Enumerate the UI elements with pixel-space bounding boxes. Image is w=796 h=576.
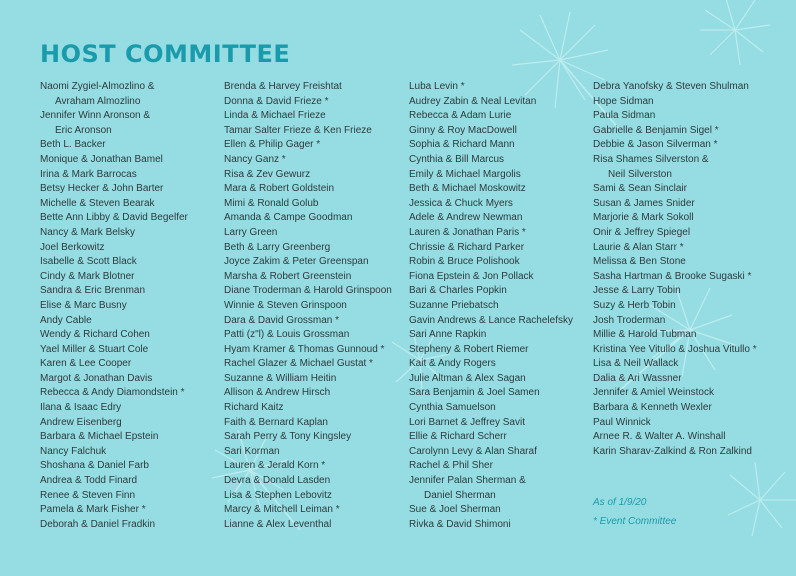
host-name-entry: Linda & Michael Frieze [224,110,326,122]
host-name-entry: Rachel & Phil Sher [409,460,493,472]
host-name-entry: Andrea & Todd Finard [40,475,138,487]
host-name-entry: Bette Ann Libby & David Begelfer [40,212,188,224]
host-name-entry: Kristina Yee Vitullo & Joshua Vitullo * [593,343,757,355]
host-name-entry: Carolynn Levy & Alan Sharaf [409,445,537,457]
host-name-entry: Joel Berkowitz [40,241,105,253]
host-name-entry: Richard Kaitz [224,402,284,414]
host-name-entry: Beth & Michael Moskowitz [409,183,526,195]
host-name-entry: Rebecca & Andy Diamondstein * [40,387,185,399]
host-name-entry: Tamar Salter Frieze & Ken Frieze [224,124,372,136]
host-name-entry: Lisa & Neil Wallack [593,358,679,370]
host-name-entry: Karin Sharav-Zalkind & Ron Zalkind [593,445,752,457]
host-name-entry: Marcy & Mitchell Leiman * [224,504,340,516]
host-name-entry: Kait & Andy Rogers [409,358,496,370]
host-name-entry: Elise & Marc Busny [40,299,127,311]
host-name-entry: Ilana & Isaac Edry [40,402,122,414]
host-name-entry: Arnee R. & Walter A. Winshall [593,431,726,443]
host-name-entry: Monique & Jonathan Bamel [40,153,163,165]
host-name-entry: Irina & Mark Barrocas [40,168,137,180]
host-name-entry: Margot & Jonathan Davis [40,372,153,384]
host-name-entry: Sari Anne Rapkin [409,329,487,341]
host-name-entry: Risa Shames Silverston & [593,153,709,165]
host-name-entry: Mimi & Ronald Golub [224,197,319,209]
host-name-entry: Lauren & Jonathan Paris * [409,226,526,238]
host-name-entry: Lianne & Alex Leventhal [224,518,332,530]
host-name-entry: Karen & Lee Cooper [40,358,132,370]
host-name-entry: Lori Barnet & Jeffrey Savit [409,416,525,428]
host-name-entry: Dalia & Ari Wassner [593,372,682,384]
host-name-entry: Beth L. Backer [40,139,106,151]
host-name-entry: Eric Aronson [55,124,112,136]
host-name-entry: Hyam Kramer & Thomas Gunnoud * [224,343,385,355]
host-name-entry: Nancy & Mark Belsky [40,226,136,238]
host-name-entry: Neil Silverston [608,168,672,180]
event-committee-legend: * Event Committee [593,516,677,527]
host-name-entry: Suzanne Priebatsch [409,299,499,311]
host-name-entry: Sarah Perry & Tony Kingsley [224,431,352,443]
host-name-entry: Wendy & Richard Cohen [40,329,150,341]
host-name-entry: Donna & David Frieze * [224,95,329,107]
host-name-entry: Barbara & Kenneth Wexler [593,402,712,414]
host-name-entry: Devra & Donald Lasden [224,475,331,487]
host-name-entry: Sari Korman [224,445,280,457]
names-column-2 [224,80,406,532]
host-name-entry: Rivka & David Shimoni [409,518,511,530]
host-name-entry: Melissa & Ben Stone [593,256,686,268]
host-name-entry: Deborah & Daniel Fradkin [40,518,156,530]
host-name-entry: Sue & Joel Sherman [409,504,501,516]
page-title: HOST COMMITTEE [40,40,291,68]
host-name-entry: Millie & Harold Tubman [593,329,697,341]
host-name-entry: Diane Troderman & Harold Grinspoon [224,285,392,297]
host-name-entry: Stepheny & Robert Riemer [409,343,529,355]
host-name-entry: Adele & Andrew Newman [409,212,523,224]
host-name-entry: Nancy Ganz * [224,153,286,165]
host-name-entry: Jennifer & Amiel Weinstock [593,387,714,399]
host-name-entry: Cynthia & Bill Marcus [409,153,505,165]
host-name-entry: Isabelle & Scott Black [40,256,137,268]
host-name-entry: Suzy & Herb Tobin [593,299,676,311]
host-name-entry: Fiona Epstein & Jon Pollack [409,270,534,282]
host-name-entry: Nancy Falchuk [40,445,107,457]
host-name-entry: Luba Levin * [409,81,465,92]
host-name-entry: Daniel Sherman [424,489,496,501]
host-name-entry: Sasha Hartman & Brooke Sugaski * [593,270,752,282]
as-of-date: As of 1/9/20 [593,497,647,508]
host-name-entry: Emily & Michael Margolis [409,168,521,180]
names-column-1 [40,80,222,532]
host-name-entry: Suzanne & William Heitin [224,372,337,384]
host-name-entry: Marjorie & Mark Sokoll [593,212,694,224]
host-name-entry: Yael Miller & Stuart Cole [40,343,149,355]
host-name-entry: Naomi Zygiel-Almozlino & [40,81,155,92]
host-name-entry: Jennifer Palan Sherman & [409,475,526,487]
host-name-entry: Gavin Andrews & Lance Rachelefsky [409,314,573,326]
host-name-entry: Paul Winnick [593,416,651,428]
host-name-entry: Lauren & Jerald Korn * [224,460,326,472]
host-name-entry: Renee & Steven Finn [40,489,136,501]
host-name-entry: Chrissie & Richard Parker [409,241,525,253]
host-name-entry: Julie Altman & Alex Sagan [409,372,526,384]
host-name-entry: Gabrielle & Benjamin Sigel * [593,124,719,136]
names-column-4 [593,80,775,459]
host-name-entry: Ginny & Roy MacDowell [409,124,517,136]
host-name-entry: Jessica & Chuck Myers [409,197,513,209]
host-name-entry: Rachel Glazer & Michael Gustat * [224,358,373,370]
host-name-entry: Sophia & Richard Mann [409,139,515,151]
host-name-entry: Laurie & Alan Starr * [593,241,684,253]
host-name-entry: Patti (z"l) & Louis Grossman [224,329,350,341]
host-name-entry: Debra Yanofsky & Steven Shulman [593,81,749,92]
host-name-entry: Mara & Robert Goldstein [224,183,335,195]
host-name-entry: Rebecca & Adam Lurie [409,110,512,122]
host-name-entry: Amanda & Campe Goodman [224,212,353,224]
host-name-entry: Marsha & Robert Greenstein [224,270,352,282]
host-name-entry: Andy Cable [40,314,92,326]
host-name-entry: Cynthia Samuelson [409,402,496,414]
host-name-entry: Jennifer Winn Aronson & [40,110,151,122]
host-name-entry: Joyce Zakim & Peter Greenspan [224,256,369,268]
host-name-entry: Debbie & Jason Silverman * [593,139,718,151]
host-name-entry: Beth & Larry Greenberg [224,241,331,253]
host-name-entry: Brenda & Harvey Freishtat [224,81,342,92]
host-name-entry: Jesse & Larry Tobin [593,285,681,297]
host-name-entry: Allison & Andrew Hirsch [224,387,331,399]
host-name-entry: Betsy Hecker & John Barter [40,183,164,195]
host-name-entry: Ellen & Philip Gager * [224,139,321,151]
host-name-entry: Josh Troderman [593,314,666,326]
host-name-entry: Faith & Bernard Kaplan [224,416,328,428]
host-name-entry: Avraham Almozlino [55,95,141,107]
host-name-entry: Susan & James Snider [593,197,695,209]
host-name-entry: Dara & David Grossman * [224,314,340,326]
host-name-entry: Michelle & Steven Bearak [40,197,155,209]
host-name-entry: Sami & Sean Sinclair [593,183,687,195]
host-name-entry: Bari & Charles Popkin [409,285,507,297]
host-name-entry: Andrew Eisenberg [40,416,122,428]
host-name-entry: Shoshana & Daniel Farb [40,460,149,472]
host-name-entry: Audrey Zabin & Neal Levitan [409,95,537,107]
host-name-entry: Ellie & Richard Scherr [409,431,507,443]
host-name-entry: Hope Sidman [593,95,654,107]
host-name-entry: Larry Green [224,226,278,238]
host-name-entry: Sandra & Eric Brenman [40,285,146,297]
host-name-entry: Risa & Zev Gewurz [224,168,311,180]
host-name-entry: Paula Sidman [593,110,656,122]
host-name-entry: Barbara & Michael Epstein [40,431,159,443]
host-name-entry: Sara Benjamin & Joel Samen [409,387,540,399]
host-name-entry: Pamela & Mark Fisher * [40,504,146,516]
host-name-entry: Winnie & Steven Grinspoon [224,299,347,311]
names-column-3 [409,80,591,532]
host-name-entry: Cindy & Mark Blotner [40,270,135,282]
host-name-entry: Lisa & Stephen Lebovitz [224,489,332,501]
host-name-entry: Onir & Jeffrey Spiegel [593,226,691,238]
host-name-entry: Robin & Bruce Polishook [409,256,520,268]
